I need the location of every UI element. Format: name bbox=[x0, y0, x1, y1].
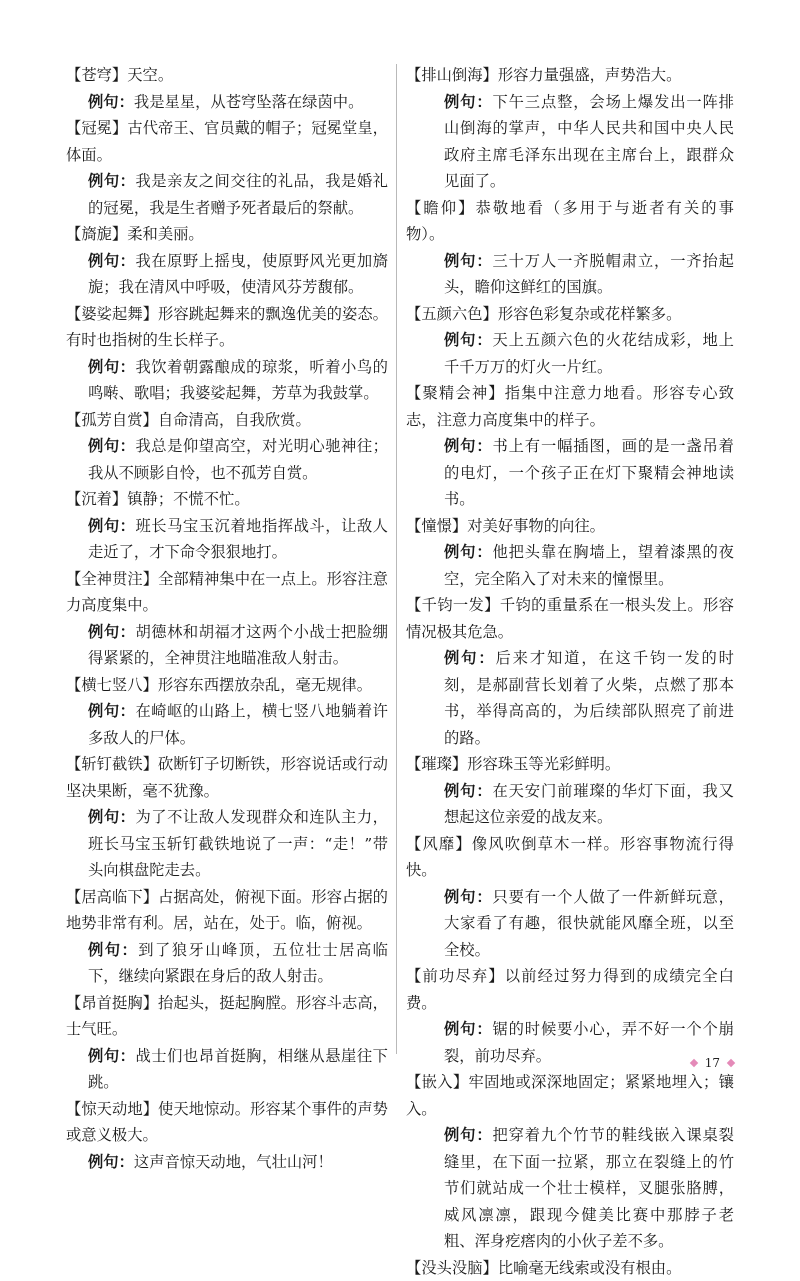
bracket-open: 【 bbox=[406, 755, 421, 773]
bracket-open: 【 bbox=[406, 1259, 421, 1277]
example-text: 为了不让敌人发现群众和连队主力，班长马宝玉斩钉截铁地说了一声：“走！”带头向棋盘陀走去。 bbox=[88, 808, 388, 879]
definition-text: 抬起头，挺起胸膛。形容斗志高，士气旺。 bbox=[66, 994, 388, 1039]
example-sentence bbox=[406, 89, 734, 195]
headword: 没头没脑 bbox=[421, 1259, 482, 1277]
definition-text: 全部精神集中在一点上。形容注意力高度集中。 bbox=[66, 570, 388, 615]
vocab-entry bbox=[66, 115, 388, 221]
definition-text: 牢固地或深深地固定；紧紧地埋入；镶入。 bbox=[406, 1073, 734, 1118]
bracket-close: 】 bbox=[143, 888, 158, 906]
example-sentence bbox=[66, 937, 388, 990]
vocab-entry bbox=[406, 380, 734, 513]
bracket-close: 】 bbox=[112, 66, 127, 84]
example-text: 把穿着九个竹节的鞋线嵌入课桌裂缝里，在下面一拉紧，那立在裂缝上的竹节们就站成一个壮士模样，叉腿张胳膊，威风凛凛，跟现今健美比赛中那脖子老粗、浑身疙瘩肉的小伙子差不多。 bbox=[444, 1126, 734, 1250]
entry-definition bbox=[66, 990, 388, 1043]
bracket-open: 【 bbox=[406, 384, 422, 402]
vocab-entry bbox=[406, 195, 734, 301]
definition-text: 柔和美丽。 bbox=[127, 225, 204, 243]
bracket-close: 】 bbox=[452, 755, 467, 773]
vocab-entry bbox=[406, 1255, 734, 1281]
example-label: 例句： bbox=[88, 623, 135, 641]
example-label: 例句： bbox=[444, 437, 492, 455]
definition-text: 天空。 bbox=[127, 66, 173, 84]
vocab-entry bbox=[66, 221, 388, 301]
example-label: 例句： bbox=[88, 808, 135, 826]
bracket-open: 【 bbox=[66, 755, 81, 773]
headword: 全神贯注 bbox=[81, 570, 142, 588]
vocab-entry bbox=[406, 62, 734, 195]
entry-definition bbox=[406, 831, 734, 884]
bracket-open: 【 bbox=[406, 66, 421, 84]
bracket-close: 】 bbox=[112, 490, 127, 508]
bracket-open: 【 bbox=[66, 1100, 81, 1118]
example-sentence bbox=[406, 1016, 734, 1069]
entry-definition bbox=[66, 62, 388, 89]
vocab-entry bbox=[406, 963, 734, 1069]
example-label: 例句： bbox=[88, 93, 134, 111]
vocab-entry bbox=[66, 884, 388, 990]
bracket-close: 】 bbox=[483, 66, 498, 84]
definition-text: 砍断钉子切断铁，形容说话或行动坚决果断，毫不犹豫。 bbox=[66, 755, 388, 800]
example-sentence bbox=[66, 1043, 388, 1096]
headword: 孤芳自赏 bbox=[81, 411, 142, 429]
example-text: 到了狼牙山峰顶，五位壮士居高临下，继续向紧跟在身后的敌人射击。 bbox=[88, 941, 388, 986]
example-label: 例句： bbox=[88, 1047, 135, 1065]
vocab-entry bbox=[66, 566, 388, 672]
vocab-entry bbox=[406, 592, 734, 751]
bracket-close: 】 bbox=[143, 305, 158, 323]
example-sentence bbox=[66, 804, 388, 884]
example-label: 例句： bbox=[444, 1126, 492, 1144]
example-text: 天上五颜六色的火花结成彩，地上千千万万的灯火一片红。 bbox=[444, 331, 734, 376]
headword: 冠冕 bbox=[81, 119, 112, 137]
bracket-open: 【 bbox=[66, 119, 81, 137]
headword: 聚精会神 bbox=[422, 384, 488, 402]
vocab-entry bbox=[66, 751, 388, 884]
definition-text: 指集中注意力地看。形容专心致志，注意力高度集中的样子。 bbox=[406, 384, 734, 429]
definition-text: 自命清高，自我欣赏。 bbox=[158, 411, 311, 429]
definition-text: 形容色彩复杂或花样繁多。 bbox=[498, 305, 682, 323]
example-sentence bbox=[406, 327, 734, 380]
vocab-entry bbox=[66, 486, 388, 566]
entry-definition bbox=[66, 1096, 388, 1149]
headword: 苍穹 bbox=[81, 66, 112, 84]
headword: 旖旎 bbox=[81, 225, 112, 243]
definition-text: 形容东西摆放杂乱，毫无规律。 bbox=[158, 676, 372, 694]
example-sentence bbox=[66, 248, 388, 301]
definition-text: 形容力量强盛，声势浩大。 bbox=[498, 66, 682, 84]
example-text: 锯的时候要小心，弄不好一个个崩裂，前功尽弃。 bbox=[444, 1020, 734, 1065]
entry-definition bbox=[406, 751, 734, 778]
entry-definition bbox=[66, 751, 388, 804]
headword: 前功尽弃 bbox=[422, 967, 488, 985]
headword: 婆娑起舞 bbox=[81, 305, 142, 323]
example-sentence bbox=[66, 619, 388, 672]
example-sentence bbox=[406, 433, 734, 513]
bracket-close: 】 bbox=[143, 570, 158, 588]
example-label: 例句： bbox=[444, 1020, 492, 1038]
entry-definition bbox=[406, 513, 734, 540]
bracket-open: 【 bbox=[66, 66, 81, 84]
example-text: 我是星星，从苍穹坠落在绿茵中。 bbox=[134, 93, 363, 111]
bracket-close: 】 bbox=[455, 835, 471, 853]
definition-text: 使天地惊动。形容某个事件的声势或意义极大。 bbox=[66, 1100, 388, 1145]
headword: 横七竖八 bbox=[81, 676, 142, 694]
headword: 嵌入 bbox=[422, 1073, 453, 1091]
entry-definition bbox=[406, 380, 734, 433]
entry-definition bbox=[406, 1069, 734, 1122]
bracket-close: 】 bbox=[483, 1259, 498, 1277]
example-text: 后来才知道，在这千钧一发的时刻，是郝副营长划着了火柴，点燃了那本书，举得高高的，为后续部队照亮了前进的路。 bbox=[444, 649, 734, 747]
example-label: 例句： bbox=[88, 702, 135, 720]
example-label: 例句： bbox=[444, 543, 492, 561]
entry-definition bbox=[66, 407, 388, 434]
bracket-close: 】 bbox=[488, 384, 504, 402]
example-label: 例句： bbox=[444, 331, 492, 349]
entry-definition bbox=[406, 963, 734, 1016]
definition-text: 形容珠玉等光彩鲜明。 bbox=[467, 755, 620, 773]
vocab-entry bbox=[66, 407, 388, 487]
headword: 璀璨 bbox=[421, 755, 452, 773]
entry-definition bbox=[66, 486, 388, 513]
definition-text: 对美好事物的向往。 bbox=[467, 517, 605, 535]
bracket-open: 【 bbox=[66, 676, 81, 694]
example-text: 我在原野上摇曳，使原野风光更加旖旎；我在清风中呼吸，使清风芬芳馥郁。 bbox=[88, 252, 388, 297]
bracket-open: 【 bbox=[66, 570, 81, 588]
entry-definition bbox=[406, 301, 734, 328]
headword: 千钧一发 bbox=[422, 596, 485, 614]
diamond-icon bbox=[727, 1059, 735, 1067]
definition-text: 像风吹倒草木一样。形容事物流行得快。 bbox=[406, 835, 734, 880]
example-sentence bbox=[66, 89, 388, 116]
entry-definition bbox=[66, 115, 388, 168]
bracket-open: 【 bbox=[406, 517, 421, 535]
bracket-close: 】 bbox=[143, 411, 158, 429]
example-text: 我总是仰望高空，对光明心驰神往；我从不顾影自怜，也不孤芳自赏。 bbox=[88, 437, 388, 482]
example-text: 他把头靠在胸墙上，望着漆黑的夜空，完全陷入了对未来的憧憬里。 bbox=[444, 543, 734, 588]
example-text: 书上有一幅插图，画的是一盏吊着的电灯，一个孩子正在灯下聚精会神地读书。 bbox=[444, 437, 734, 508]
definition-text: 占据高处，俯视下面。形容占据的地势非常有利。居，站在，处于。临，俯视。 bbox=[66, 888, 388, 933]
page-number: 17 bbox=[705, 1056, 720, 1070]
headword: 昂首挺胸 bbox=[81, 994, 142, 1012]
example-text: 我饮着朝露酿成的琼浆，听着小鸟的鸣啭、歌唱；我婆娑起舞，芳草为我鼓掌。 bbox=[88, 358, 388, 403]
bracket-open: 【 bbox=[406, 967, 422, 985]
example-label: 例句： bbox=[88, 517, 135, 535]
bracket-open: 【 bbox=[406, 305, 421, 323]
example-text: 三十万人一齐脱帽肃立，一齐抬起头，瞻仰这鲜红的国旗。 bbox=[444, 252, 734, 297]
example-sentence bbox=[66, 513, 388, 566]
vocab-entry bbox=[66, 1096, 388, 1176]
headword: 排山倒海 bbox=[421, 66, 482, 84]
vocab-entry bbox=[406, 1069, 734, 1255]
example-sentence bbox=[406, 1122, 734, 1255]
right-column bbox=[406, 62, 734, 1281]
example-label: 例句： bbox=[444, 888, 492, 906]
headword: 五颜六色 bbox=[421, 305, 482, 323]
entry-definition bbox=[406, 195, 734, 248]
vocab-entry bbox=[66, 62, 388, 115]
column-divider bbox=[396, 64, 397, 1054]
bracket-close: 】 bbox=[112, 119, 127, 137]
example-label: 例句： bbox=[88, 252, 135, 270]
left-column bbox=[66, 62, 388, 1175]
example-text: 胡德林和胡福才这两个小战士把脸绷得紧紧的，全神贯注地瞄准敌人射击。 bbox=[88, 623, 388, 668]
example-text: 下午三点整，会场上爆发出一阵排山倒海的掌声，中华人民共和国中央人民政府主席毛泽东出现在主席台上，跟群众见面了。 bbox=[444, 93, 734, 191]
vocab-entry bbox=[406, 751, 734, 831]
entry-definition bbox=[66, 301, 388, 354]
definition-text: 古代帝王、官员戴的帽子；冠冕堂皇，体面。 bbox=[66, 119, 388, 164]
entry-definition bbox=[66, 221, 388, 248]
vocab-entry bbox=[66, 672, 388, 752]
example-text: 战士们也昂首挺胸，相继从悬崖往下跳。 bbox=[88, 1047, 388, 1092]
headword: 瞻仰 bbox=[423, 199, 458, 217]
vocab-entry bbox=[66, 990, 388, 1096]
example-label: 例句： bbox=[444, 649, 496, 667]
example-sentence bbox=[406, 645, 734, 751]
definition-text: 镇静；不慌不忙。 bbox=[127, 490, 249, 508]
example-text: 班长马宝玉沉着地指挥战斗，让敌人走近了，才下命令狠狠地打。 bbox=[88, 517, 388, 562]
example-sentence bbox=[66, 433, 388, 486]
diamond-icon bbox=[689, 1059, 697, 1067]
headword: 憧憬 bbox=[421, 517, 452, 535]
example-label: 例句： bbox=[444, 252, 492, 270]
example-sentence bbox=[66, 698, 388, 751]
vocab-entry bbox=[406, 513, 734, 593]
definition-text: 形容跳起舞来的飘逸优美的姿态。有时也指树的生长样子。 bbox=[66, 305, 388, 350]
bracket-open: 【 bbox=[406, 199, 423, 217]
bracket-close: 】 bbox=[143, 1100, 158, 1118]
example-label: 例句： bbox=[88, 1153, 134, 1171]
bracket-open: 【 bbox=[66, 490, 81, 508]
definition-text: 恭敬地看（多用于与逝者有关的事物）。 bbox=[406, 199, 734, 244]
bracket-open: 【 bbox=[66, 411, 81, 429]
vocab-entry bbox=[406, 301, 734, 381]
bracket-open: 【 bbox=[66, 225, 81, 243]
example-text: 只要有一个人做了一件新鲜玩意，大家看了有趣，很快就能风靡全班，以至全校。 bbox=[444, 888, 734, 959]
bracket-open: 【 bbox=[406, 596, 422, 614]
vocab-entry bbox=[406, 831, 734, 964]
bracket-close: 】 bbox=[143, 676, 158, 694]
headword: 居高临下 bbox=[81, 888, 142, 906]
example-text: 在天安门前璀璨的华灯下面，我又想起这位亲爱的战友来。 bbox=[444, 782, 734, 827]
bracket-open: 【 bbox=[406, 1073, 422, 1091]
bracket-close: 】 bbox=[484, 596, 500, 614]
entry-definition bbox=[406, 592, 734, 645]
example-label: 例句： bbox=[444, 93, 492, 111]
bracket-close: 】 bbox=[452, 517, 467, 535]
bracket-open: 【 bbox=[66, 305, 81, 323]
bracket-close: 】 bbox=[458, 199, 475, 217]
example-text: 这声音惊天动地，气壮山河！ bbox=[134, 1153, 333, 1171]
example-label: 例句： bbox=[88, 941, 138, 959]
example-label: 例句： bbox=[444, 782, 492, 800]
example-sentence bbox=[66, 354, 388, 407]
entry-definition bbox=[66, 672, 388, 699]
example-sentence bbox=[406, 539, 734, 592]
bracket-close: 】 bbox=[488, 967, 504, 985]
entry-definition bbox=[406, 62, 734, 89]
bracket-close: 】 bbox=[483, 305, 498, 323]
definition-text: 千钧的重量系在一根头发上。形容情况极其危急。 bbox=[406, 596, 734, 641]
definition-text: 以前经过努力得到的成绩完全白费。 bbox=[406, 967, 734, 1012]
bracket-close: 】 bbox=[112, 225, 127, 243]
example-sentence bbox=[406, 778, 734, 831]
bracket-close: 】 bbox=[143, 755, 158, 773]
headword: 斩钉截铁 bbox=[81, 755, 142, 773]
headword: 沉着 bbox=[81, 490, 112, 508]
vocab-entry bbox=[66, 301, 388, 407]
bracket-close: 】 bbox=[453, 1073, 469, 1091]
bracket-close: 】 bbox=[143, 994, 158, 1012]
example-sentence bbox=[66, 1149, 388, 1176]
example-text: 我是亲友之间交往的礼品，我是婚礼的冠冕，我是生者赠予死者最后的祭献。 bbox=[88, 172, 388, 217]
headword: 惊天动地 bbox=[81, 1100, 142, 1118]
example-sentence bbox=[66, 168, 388, 221]
bracket-open: 【 bbox=[406, 835, 422, 853]
definition-text: 比喻毫无线索或没有根由。 bbox=[498, 1259, 682, 1277]
example-sentence bbox=[406, 248, 734, 301]
headword: 风靡 bbox=[422, 835, 455, 853]
entry-definition bbox=[66, 566, 388, 619]
bracket-open: 【 bbox=[66, 888, 81, 906]
entry-definition bbox=[406, 1255, 734, 1281]
example-sentence bbox=[406, 884, 734, 964]
bracket-open: 【 bbox=[66, 994, 81, 1012]
page-footer bbox=[691, 1056, 734, 1070]
example-text: 在崎岖的山路上，横七竖八地躺着许多敌人的尸体。 bbox=[88, 702, 388, 747]
entry-definition bbox=[66, 884, 388, 937]
example-label: 例句： bbox=[88, 437, 135, 455]
example-label: 例句： bbox=[88, 172, 135, 190]
example-label: 例句： bbox=[88, 358, 135, 376]
